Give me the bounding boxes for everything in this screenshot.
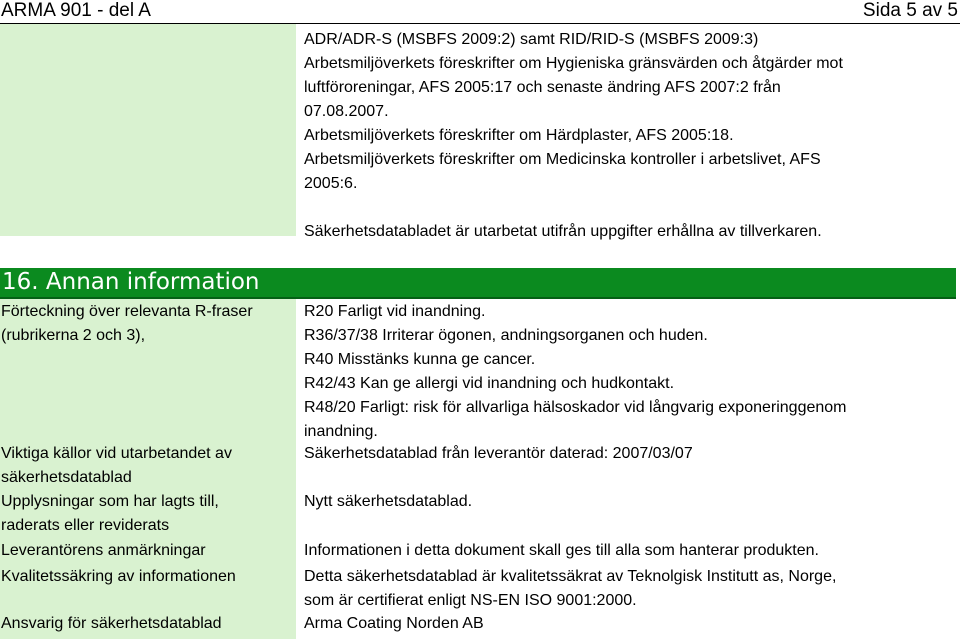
supplier-remarks-value: Informationen i detta dokument skall ges till alla som hanterar produkten. bbox=[304, 542, 819, 559]
sources-value: Säkerhetsdatablad från leverantör daterad: 2007/03/07 bbox=[304, 445, 693, 462]
responsible-label: Ansvarig för säkerhetsdatablad bbox=[1, 615, 222, 632]
supplier-remarks-label: Leverantörens anmärkningar bbox=[1, 542, 206, 559]
regulation-line: Arbetsmiljöverkets föreskrifter om Härdplaster, AFS 2005:18. bbox=[304, 127, 734, 144]
regulation-line: Arbetsmiljöverkets föreskrifter om Hygieniska gränsvärden och åtgärder mot bbox=[304, 55, 843, 72]
label-line: Upplysningar som har lagts till, bbox=[1, 493, 219, 510]
responsible-value: Arma Coating Norden AB bbox=[304, 615, 484, 632]
document-title: ARMA 901 - del A bbox=[1, 0, 151, 21]
datasheet-source-note: Säkerhetsdatabladet är utarbetat utifrån uppgifter erhållna av tillverkaren. bbox=[304, 223, 822, 240]
r-phrase: R42/43 Kan ge allergi vid inandning och hudkontakt. bbox=[304, 375, 675, 392]
label-line: säkerhetsdatablad bbox=[1, 469, 132, 486]
r-phrase: R48/20 Farligt: risk för allvarliga hälsoskador vid långvarig exponeringgenom bbox=[304, 399, 847, 416]
label-line: (rubrikerna 2 och 3), bbox=[1, 327, 146, 344]
regulation-line: ADR/ADR-S (MSBFS 2009:2) samt RID/RID-S (MSBFS 2009:3) bbox=[304, 31, 759, 48]
updates-label bbox=[1, 490, 291, 538]
regulation-line: luftföroreningar, AFS 2005:17 och senaste ändring AFS 2007:2 från bbox=[304, 79, 781, 96]
label-line: raderats eller reviderats bbox=[1, 517, 170, 534]
page-number: Sida 5 av 5 bbox=[862, 0, 958, 21]
updates-value: Nytt säkerhetsdatablad. bbox=[304, 493, 473, 510]
quality-assurance-value bbox=[304, 565, 944, 613]
value-line: som är certifierat enligt NS-EN ISO 9001:2000. bbox=[304, 592, 637, 609]
r-phrase: inandning. bbox=[304, 423, 378, 440]
r-phrase: R40 Misstänks kunna ge cancer. bbox=[304, 351, 536, 368]
r-phrases-list bbox=[304, 300, 944, 444]
section-title: 16. Annan information bbox=[2, 269, 260, 295]
regulation-line: 07.08.2007. bbox=[304, 103, 389, 120]
regulation-line: Arbetsmiljöverkets föreskrifter om Medicinska kontroller i arbetslivet, AFS bbox=[304, 151, 821, 168]
sources-label bbox=[1, 442, 291, 490]
r-phrase: R20 Farligt vid inandning. bbox=[304, 303, 486, 320]
value-line: Detta säkerhetsdatablad är kvalitetssäkrat av Teknolgisk Institutt as, Norge, bbox=[304, 568, 837, 585]
quality-assurance-label: Kvalitetssäkring av informationen bbox=[1, 568, 236, 585]
regulation-line: 2005:6. bbox=[304, 175, 358, 192]
label-line: Förteckning över relevanta R-fraser bbox=[1, 303, 253, 320]
r-phrases-label bbox=[1, 300, 291, 348]
label-line: Viktiga källor vid utarbetandet av bbox=[1, 445, 232, 462]
r-phrase: R36/37/38 Irriterar ögonen, andningsorganen och huden. bbox=[304, 327, 708, 344]
